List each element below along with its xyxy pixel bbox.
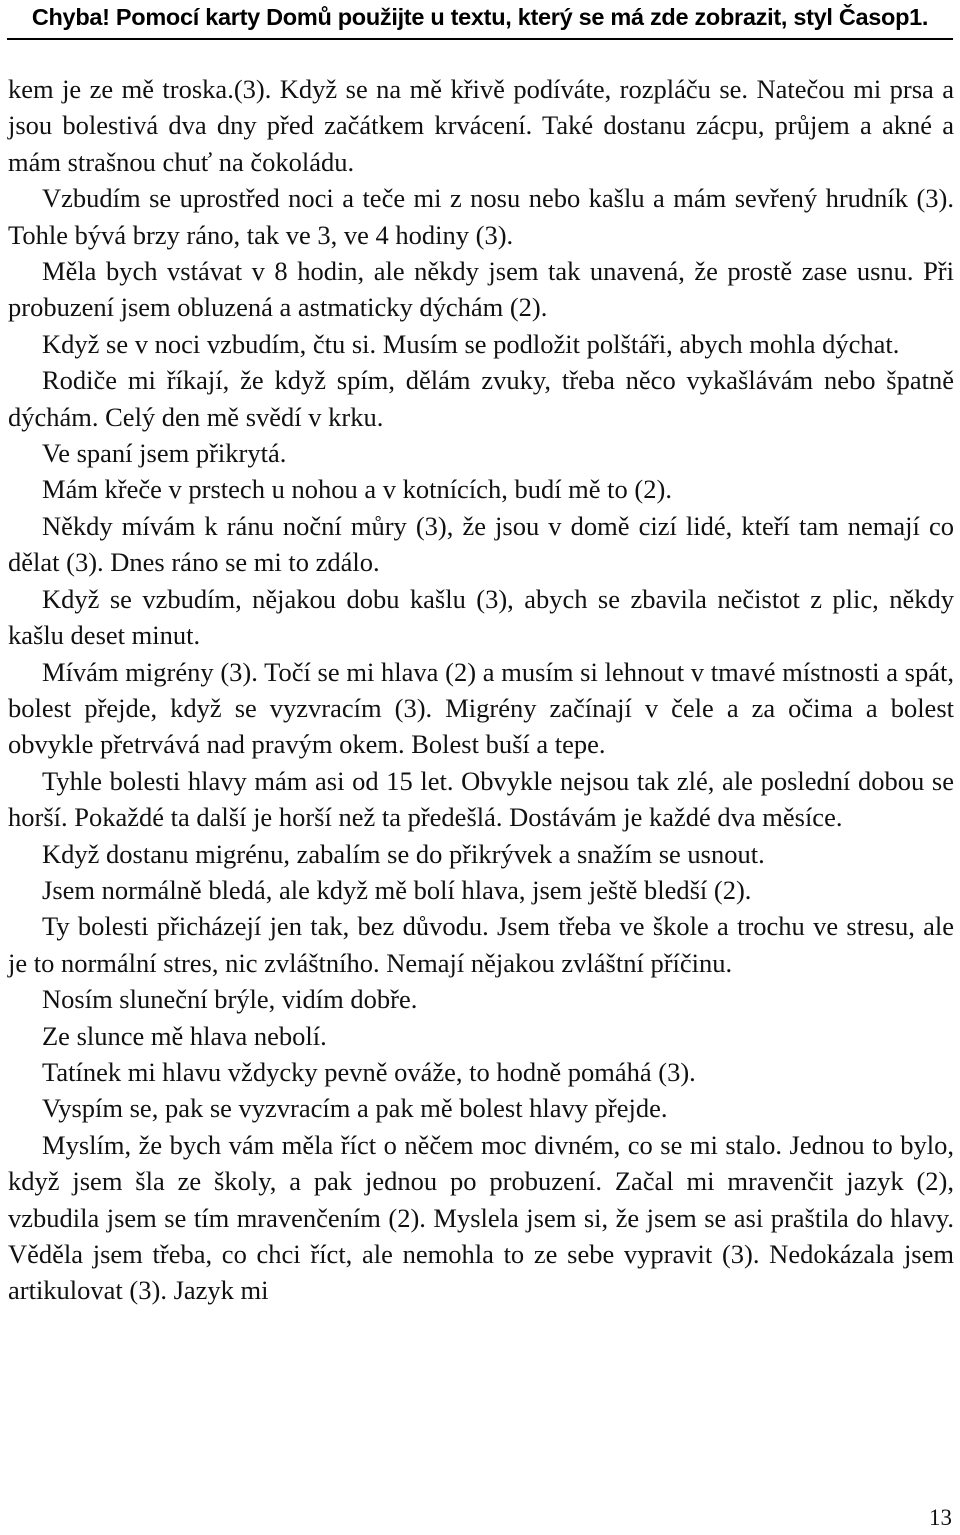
paragraph: Měla bych vstávat v 8 hodin, ale někdy jsem tak unavená, že prostě zase usnu. Při probuzení jsem obluzená a astmaticky dýchám (2). [8,256,954,323]
paragraph: Vzbudím se uprostřed noci a teče mi z nosu nebo kašlu a mám sevřený hrudník (3). Tohle bývá brzy ráno, tak ve 3, ve 4 hodiny (3). [8,183,954,250]
paragraph: Mám křeče v prstech u nohou a v kotnících, budí mě to (2). [42,474,672,505]
paragraph: Myslím, že bych vám měla říct o něčem moc divném, co se mi stalo. Jednou to bylo, když jsem šla ze školy, a pak jednou po probuzení. Začal mi mravenčit jazyk (2), vzbudila jsem se tím mravenčením (2). Myslela jsem si, že jsem se asi praštila do hlavy. Věděla jsem třeba, co chci říct, ale nemohla to ze sebe vypravit (3). Nedokázala jsem artikulovat (3). Jazyk mi [8,1129,954,1306]
paragraph: Nosím sluneční brýle, vidím dobře. [42,984,418,1015]
paragraph: Mívám migrény (3). Točí se mi hlava (2) a musím si lehnout v tmavé místnosti a spát, bolest přejde, když se vyzvracím (3). Migrény začínají v čele a za očima a bolest obvykle přetrvává nad pravým okem. Bolest buší a tepe. [8,656,954,760]
paragraph: Tyhle bolesti hlavy mám asi od 15 let. Obvykle nejsou tak zlé, ale poslední dobou se horší. Pokaždé ta další je horší než ta předešlá. Dostávám je každé dva měsíce. [8,765,954,833]
paragraph: Někdy mívám k ránu noční můry (3), že jsou v domě cizí lidé, kteří tam nemají co dělat (3). Dnes ráno se mi to zdálo. [8,510,954,578]
paragraph: Ty bolesti přicházejí jen tak, bez důvodu. Jsem třeba ve škole a trochu ve stresu, ale je to normální stres, nic zvláštního. Nemají nějakou zvláštní příčinu. [8,911,954,978]
paragraph: kem je ze mě troska.(3). Když se na mě křivě podíváte, rozpláču se. Natečou mi prsa a jsou bolestivá dva dny před začátkem krvácení. Také dostanu zácpu, průjem a akné a mám strašnou chuť na čokoládu. [8,74,954,177]
paragraph: Ve spaní jsem přikrytá. [42,438,287,469]
paragraph: Ze slunce mě hlava nebolí. [42,1020,327,1051]
running-header: Chyba! Pomocí karty Domů použijte u textu, který se má zde zobrazit, styl Časop1. [31,4,929,30]
body-text [8,71,954,1309]
paragraph: Jsem normálně bledá, ale když mě bolí hlava, jsem ještě bledší (2). [42,874,752,905]
paragraph: Rodiče mi říkají, že když spím, dělám zvuky, třeba něco vykašlávám nebo špatně dýchám. Celý den mě svědí v krku. [8,365,954,432]
page-number: 13 [929,1505,952,1530]
paragraph: Tatínek mi hlavu vždycky pevně ováže, to hodně pomáhá (3). [42,1056,696,1087]
paragraph: Když dostanu migrénu, zabalím se do přikrývek a snažím se usnout. [42,838,765,869]
paragraph: Když se vzbudím, nějakou dobu kašlu (3), abych se zbavila nečistot z plic, někdy kašlu deset minut. [8,583,954,651]
paragraph: Vyspím se, pak se vyzvracím a pak mě bolest hlavy přejde. [42,1093,668,1124]
paragraph: Když se v noci vzbudím, čtu si. Musím se podložit polštáři, abych mohla dýchat. [42,328,900,359]
header-divider [7,38,953,40]
